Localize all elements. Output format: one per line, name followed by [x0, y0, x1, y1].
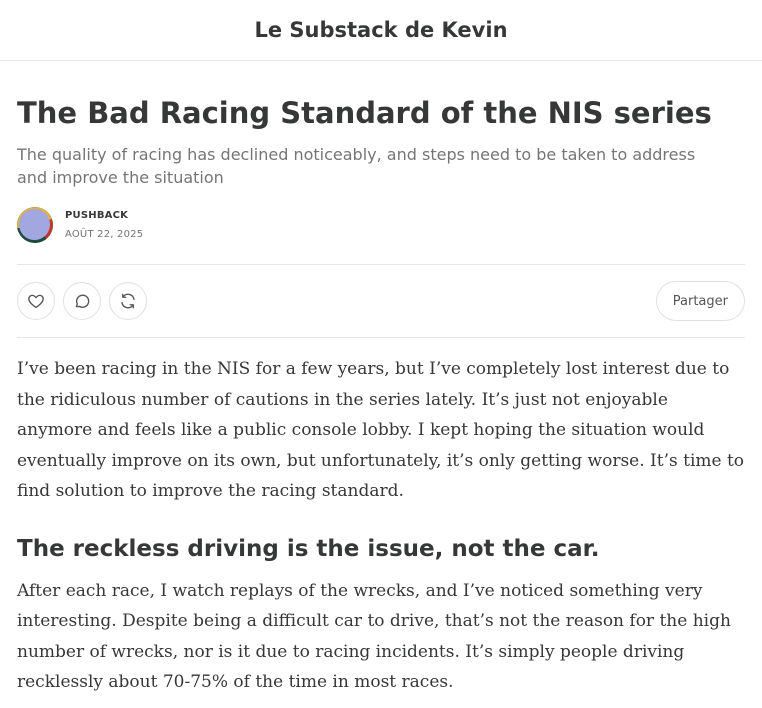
restack-icon	[119, 292, 137, 310]
post-subtitle: The quality of racing has declined noticeably, and steps need to be taken to address and improve the situation	[17, 145, 696, 187]
author-name[interactable]: PUSHBACK	[65, 210, 129, 221]
post-date: AOÛT 22, 2025	[65, 229, 144, 240]
restack-button[interactable]	[109, 282, 147, 320]
article	[0, 93, 762, 698]
heart-icon	[27, 292, 45, 310]
comment-button[interactable]	[63, 282, 101, 320]
reaction-buttons	[17, 282, 147, 320]
top-bar	[0, 0, 762, 61]
like-button[interactable]	[17, 282, 55, 320]
section-heading: The reckless driving is the issue, not the car.	[17, 535, 600, 562]
author-avatar[interactable]	[17, 207, 53, 243]
paragraph: I’ve been racing in the NIS for a few years, but I’ve completely lost interest due to the ridiculous number of cautions in the series lately. It’s just not enjoyable anymore and feels like a public console lobby. I kept hoping the situation would eventually improve on its own, but unfortunately, it’s only getting worse. It’s time to find solution to improve the racing standard.	[17, 359, 745, 501]
byline	[17, 205, 745, 245]
publication-name[interactable]: Le Substack de Kevin	[254, 18, 508, 42]
paragraph: After each race, I watch replays of the wrecks, and I’ve noticed something very interesting. Despite being a difficult car to drive, that’s not the reason for the high number of wrecks, nor is it due to racing incidents. It’s simply people driving recklessly about 70-75% of the time in most races.	[17, 580, 731, 692]
share-button[interactable]: Partager	[656, 281, 745, 321]
post-actions	[17, 264, 745, 338]
post-title: The Bad Racing Standard of the NIS series	[17, 96, 712, 130]
byline-text	[65, 210, 143, 240]
comment-icon	[73, 292, 91, 310]
avatar-image	[19, 209, 50, 240]
